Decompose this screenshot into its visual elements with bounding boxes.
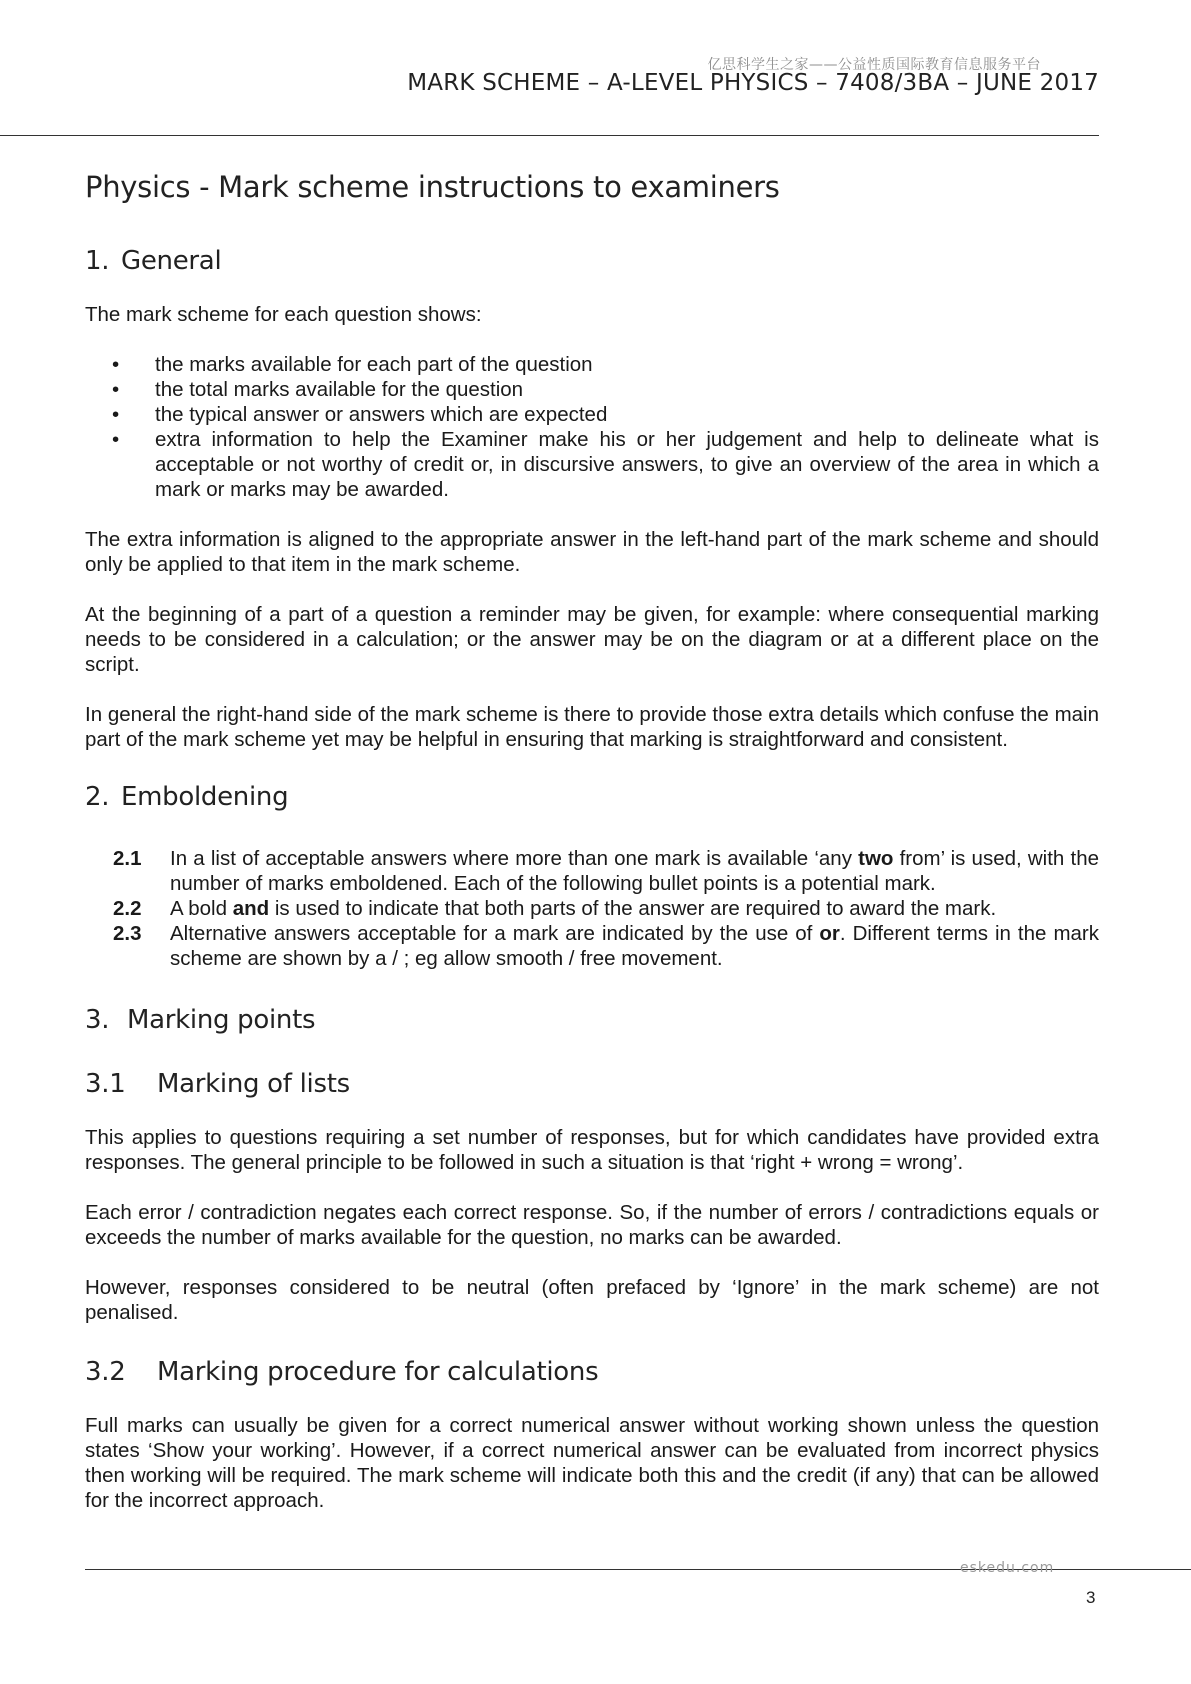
list-item bbox=[113, 921, 1099, 971]
list-item bbox=[112, 352, 1099, 377]
list-item bbox=[112, 402, 1099, 427]
list-item bbox=[112, 377, 1099, 402]
text-run: is used to indicate that both parts of the answer are required to award the mark. bbox=[269, 897, 997, 920]
page-title: Physics - Mark scheme instructions to examiners bbox=[85, 170, 780, 204]
item-text bbox=[170, 921, 1099, 971]
marking-lists-paragraph: However, responses considered to be neutral (often prefaced by ‘Ignore’ in the mark scheme) are not penalised. bbox=[85, 1276, 1099, 1324]
header-watermark: 亿思科学生之家——公益性质国际教育信息服务平台 bbox=[707, 57, 1041, 73]
section-number: 2. bbox=[85, 782, 110, 812]
list-item-text: the typical answer or answers which are expected bbox=[155, 403, 608, 426]
bold-term: two bbox=[858, 847, 894, 870]
bold-term: and bbox=[232, 897, 270, 920]
section-number: 1. bbox=[85, 246, 110, 276]
running-header: MARK SCHEME – A-LEVEL PHYSICS – 7408/3BA – JUNE 2017 bbox=[407, 70, 1099, 96]
text-run: from’ is used, with the number of marks emboldened. Each of the following bullet points is a potential mark. bbox=[170, 847, 1099, 895]
section-title: Marking procedure for calculations bbox=[157, 1357, 599, 1387]
section-title: Marking of lists bbox=[157, 1069, 350, 1099]
marking-lists-paragraph: Each error / contradiction negates each correct response. So, if the number of errors / contradictions equals or exceeds the number of marks available for the question, no marks can be awarded. bbox=[85, 1201, 1099, 1249]
list-item-text: the marks available for each part of the question bbox=[155, 353, 593, 376]
calculations-paragraph: Full marks can usually be given for a correct numerical answer without working shown unless the question states ‘Show your working’. However, if a correct numerical answer can be evaluated from incorrect physics then working will be required. The mark scheme will indicate both this and the credit (if any) that can be allowed for the incorrect approach. bbox=[85, 1414, 1099, 1512]
header-divider bbox=[0, 135, 1099, 136]
section-number: 3. bbox=[85, 1005, 110, 1035]
text-run: Alternative answers acceptable for a mark are indicated by the use of bbox=[170, 922, 820, 945]
general-paragraph: At the beginning of a part of a question a reminder may be given, for example: where consequential marking needs to be considered in a calculation; or the answer may be on the diagram or at a different place on the script. bbox=[85, 603, 1099, 676]
marking-lists-paragraph: This applies to questions requiring a set number of responses, but for which candidates have provided extra responses. The general principle to be followed in such a situation is that ‘right + wrong = wrong’. bbox=[85, 1126, 1099, 1174]
emboldening-list bbox=[113, 846, 1099, 971]
item-number: 2.1 bbox=[113, 847, 142, 870]
item-number: 2.2 bbox=[113, 897, 142, 920]
section-calculations-heading bbox=[85, 1357, 1099, 1387]
section-title: Marking points bbox=[127, 1005, 316, 1035]
general-paragraph: The extra information is aligned to the appropriate answer in the left-hand part of the mark scheme and should only be applied to that item in the mark scheme. bbox=[85, 528, 1099, 576]
section-title: General bbox=[121, 246, 222, 276]
text-run: A bold bbox=[170, 897, 233, 920]
general-bullet-list bbox=[85, 352, 1099, 502]
section-marking-lists-heading bbox=[85, 1069, 1099, 1099]
section-general-heading bbox=[85, 246, 1099, 276]
item-text bbox=[170, 896, 1099, 921]
bullet-icon: • bbox=[112, 403, 120, 426]
section-title: Emboldening bbox=[121, 782, 289, 812]
list-item bbox=[113, 846, 1099, 896]
list-item-text: the total marks available for the question bbox=[155, 378, 524, 401]
footer-watermark: eskedu.com bbox=[960, 1560, 1055, 1576]
item-number: 2.3 bbox=[113, 922, 142, 945]
bullet-icon: • bbox=[112, 428, 120, 451]
text-run: In a list of acceptable answers where more than one mark is available ‘any bbox=[170, 847, 859, 870]
general-paragraph: In general the right-hand side of the mark scheme is there to provide those extra details which confuse the main part of the mark scheme yet may be helpful in ensuring that marking is straightforward and consistent. bbox=[85, 703, 1099, 751]
general-intro: The mark scheme for each question shows: bbox=[85, 303, 482, 326]
bullet-icon: • bbox=[112, 378, 120, 401]
page-number: 3 bbox=[1086, 1588, 1096, 1607]
list-item-text: extra information to help the Examiner make his or her judgement and help to delineate what is acceptable or not worthy of credit or, in discursive answers, to give an overview of the area in which a mark or marks may be awarded. bbox=[155, 428, 1099, 501]
page-content bbox=[85, 170, 1099, 1538]
section-emboldening-heading bbox=[85, 782, 1099, 812]
bold-term: or bbox=[819, 922, 840, 945]
text-run: . Different terms in the mark scheme are shown by a / ; eg allow smooth / free movement. bbox=[170, 922, 1099, 970]
section-marking-points-heading bbox=[85, 1005, 1099, 1035]
list-item bbox=[113, 896, 1099, 921]
section-number: 3.1 bbox=[85, 1069, 126, 1099]
list-item bbox=[112, 427, 1099, 502]
item-text bbox=[170, 846, 1099, 896]
section-number: 3.2 bbox=[85, 1357, 126, 1387]
bullet-icon: • bbox=[112, 353, 120, 376]
